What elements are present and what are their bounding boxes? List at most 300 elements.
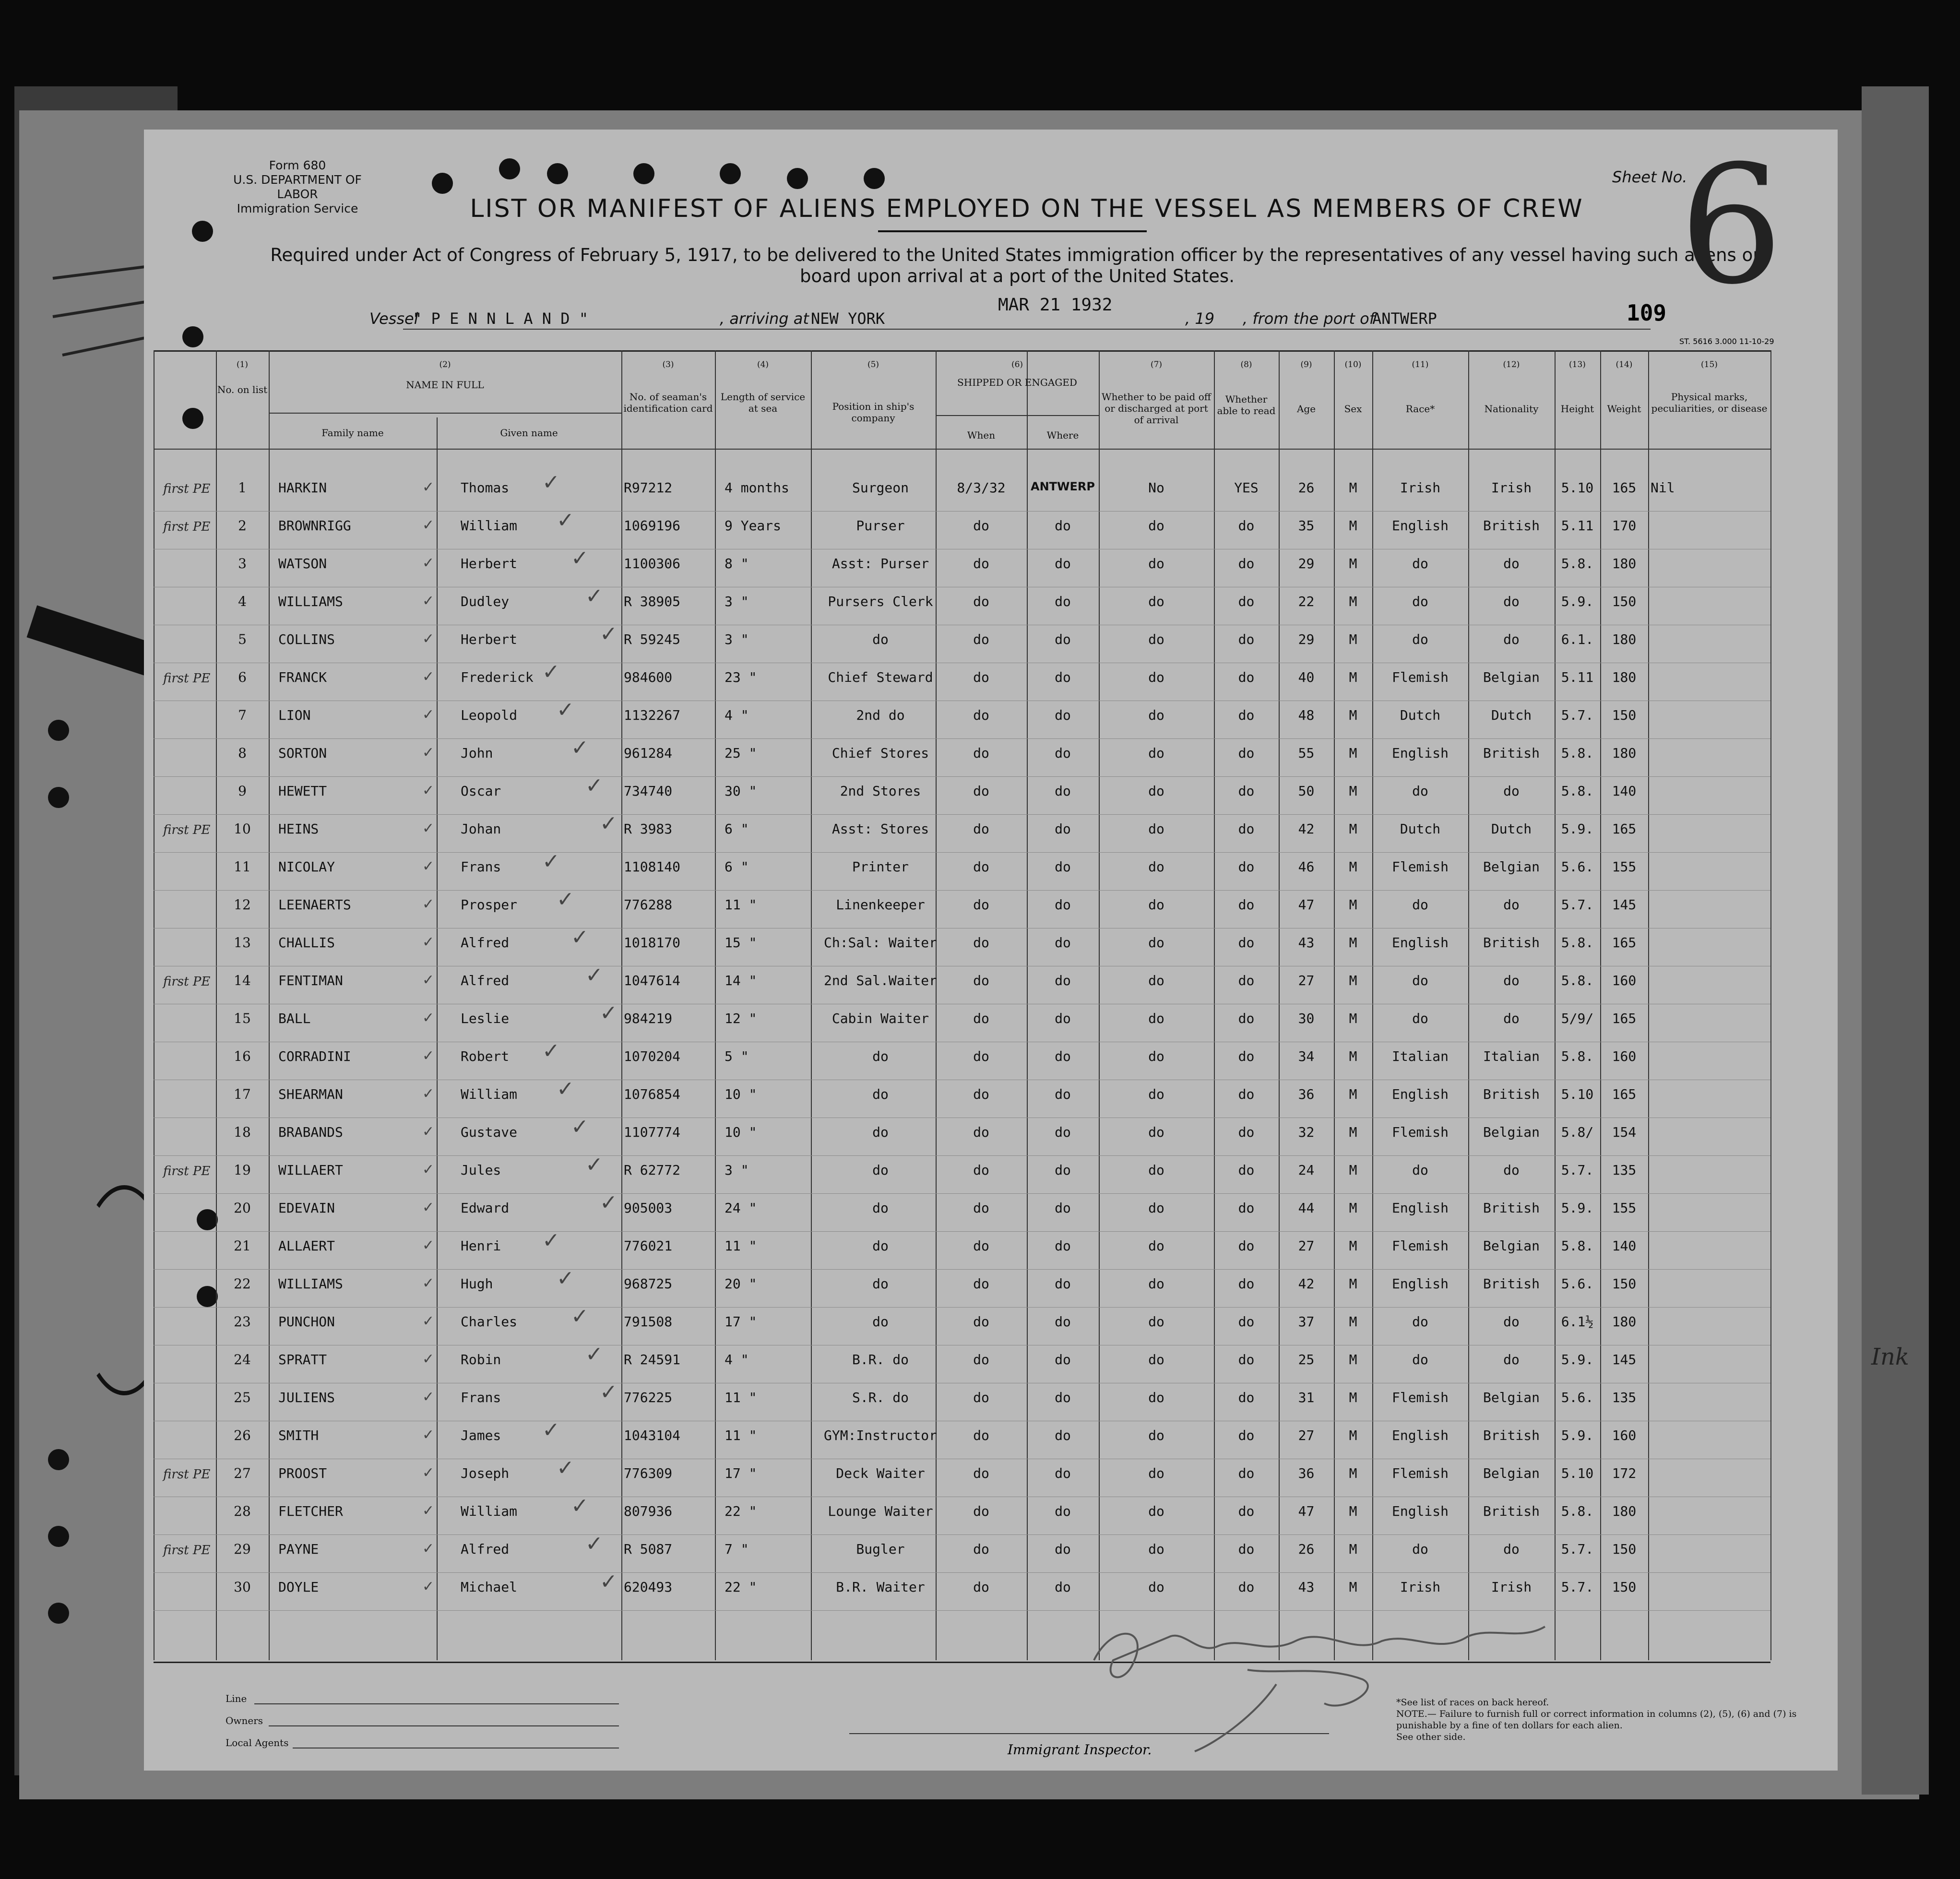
cell-no: 30 xyxy=(234,1579,251,1595)
cell-no: 17 xyxy=(234,1086,251,1102)
column-header-age: Age xyxy=(1296,403,1316,415)
cell-height: 5.7. xyxy=(1561,1162,1594,1178)
cell-nat: Irish xyxy=(1491,1579,1532,1595)
checkmark-icon: ✓ xyxy=(422,1427,435,1443)
cell-race: Flemish xyxy=(1391,669,1449,685)
cell-family: SMITH xyxy=(278,1427,319,1443)
cell-card: R97212 xyxy=(624,480,673,496)
cell-age: 37 xyxy=(1298,1314,1315,1330)
cell-age: 36 xyxy=(1298,1465,1315,1481)
cell-where: do xyxy=(1055,1276,1071,1292)
column-header-no-on-list: No. on list xyxy=(217,384,268,395)
cell-nat: British xyxy=(1483,745,1540,761)
cell-sex: M xyxy=(1349,897,1357,913)
cell-where: do xyxy=(1055,1048,1071,1064)
cell-height: 5.6. xyxy=(1561,1390,1594,1405)
cell-read: do xyxy=(1238,1427,1255,1443)
cell-position: 2nd Stores xyxy=(840,783,921,799)
cell-length: 22 " xyxy=(725,1503,757,1519)
cell-race: do xyxy=(1412,1314,1428,1330)
punch-hole xyxy=(864,168,885,189)
cell-position: GYM:Instructor xyxy=(823,1427,937,1443)
cell-position: 2nd Sal.Waiter xyxy=(823,973,937,988)
cell-no: 11 xyxy=(234,859,251,875)
column-header-able-read: Whether able to read xyxy=(1217,393,1276,416)
column-header-height: Height xyxy=(1560,403,1594,415)
column-number: (11) xyxy=(1412,360,1429,369)
cell-when: do xyxy=(973,1086,989,1102)
cell-given: William xyxy=(461,1503,518,1519)
cell-given: Edward xyxy=(461,1200,510,1216)
cell-read: do xyxy=(1238,935,1255,951)
cell-position: 2nd do xyxy=(856,707,905,723)
cell-weight: 135 xyxy=(1612,1390,1637,1405)
cell-family: HEINS xyxy=(278,821,319,837)
cell-length: 23 " xyxy=(725,669,757,685)
checkmark-icon: ✓ xyxy=(422,1085,435,1102)
cell-when: do xyxy=(973,821,989,837)
cell-length: 6 " xyxy=(725,859,749,875)
cell-race: do xyxy=(1412,1352,1428,1368)
cell-nat: do xyxy=(1503,631,1520,647)
cell-race: do xyxy=(1412,1162,1428,1178)
cell-when: do xyxy=(973,631,989,647)
cell-length: 7 " xyxy=(725,1541,749,1557)
checkmark-icon: ✓ xyxy=(422,1464,435,1481)
checkmark-icon: ✓ xyxy=(422,1578,435,1595)
cell-card: 734740 xyxy=(624,783,673,799)
cell-given: Prosper xyxy=(461,897,518,913)
cell-card: 776225 xyxy=(624,1390,673,1405)
cell-where: do xyxy=(1055,1314,1071,1330)
cell-weight: 160 xyxy=(1612,973,1637,988)
cell-race: Dutch xyxy=(1400,707,1441,723)
cell-race: English xyxy=(1391,745,1449,761)
cell-when: do xyxy=(973,1011,989,1026)
cell-length: 3 " xyxy=(725,594,749,609)
cell-family: COLLINS xyxy=(278,631,335,647)
cell-height: 6.1. xyxy=(1561,631,1594,647)
cell-when: do xyxy=(973,1541,989,1557)
line-label: Line xyxy=(226,1693,247,1704)
cell-card: 807936 xyxy=(624,1503,673,1519)
cell-nat: British xyxy=(1483,518,1540,534)
cell-sex: M xyxy=(1349,1200,1357,1216)
owners-rule xyxy=(269,1725,619,1726)
cell-read: do xyxy=(1238,1541,1255,1557)
cell-length: 11 " xyxy=(725,1427,757,1443)
inspector-label: Immigrant Inspector. xyxy=(1008,1742,1152,1758)
cell-position: Asst: Purser xyxy=(832,556,929,571)
cell-age: 26 xyxy=(1298,480,1315,496)
cell-given: Frans xyxy=(461,859,501,875)
cell-no: 14 xyxy=(234,973,251,988)
cell-paid: do xyxy=(1148,1048,1164,1064)
cell-given: Robert xyxy=(461,1048,510,1064)
cell-no: 7 xyxy=(238,707,247,723)
column-number: (9) xyxy=(1300,360,1312,369)
cell-given: William xyxy=(461,518,518,534)
cell-position: do xyxy=(872,631,889,647)
cell-no: 20 xyxy=(234,1200,251,1216)
column-subdivider xyxy=(437,417,438,1660)
cell-no: 23 xyxy=(234,1314,251,1330)
cell-weight: 180 xyxy=(1612,745,1637,761)
cell-position: do xyxy=(872,1162,889,1178)
cell-no: 2 xyxy=(238,518,247,534)
cell-family: FRANCK xyxy=(278,669,327,685)
cell-race: do xyxy=(1412,631,1428,647)
cell-when: do xyxy=(973,1427,989,1443)
cell-weight: 172 xyxy=(1612,1465,1637,1481)
cell-given: Hugh xyxy=(461,1276,493,1292)
cell-height: 5.9. xyxy=(1561,821,1594,837)
cell-when: do xyxy=(973,783,989,799)
column-divider xyxy=(1214,350,1215,1660)
cell-sex: M xyxy=(1349,1579,1357,1595)
cell-no: 12 xyxy=(234,897,251,913)
cell-card: R 59245 xyxy=(624,631,681,647)
cell-position: Pursers Clerk xyxy=(828,594,933,609)
cell-given: Herbert xyxy=(461,556,518,571)
cell-card: R 24591 xyxy=(624,1352,681,1368)
column-header-weight: Weight xyxy=(1607,403,1641,415)
cell-paid: do xyxy=(1148,707,1164,723)
column-divider xyxy=(216,350,217,1660)
cell-nat: British xyxy=(1483,1503,1540,1519)
cell-age: 27 xyxy=(1298,1427,1315,1443)
cell-card: R 3983 xyxy=(624,821,673,837)
cell-when: do xyxy=(973,1579,989,1595)
checkmark-icon: ✓ xyxy=(422,1123,435,1140)
cell-race: English xyxy=(1391,518,1449,534)
cell-card: 1043104 xyxy=(624,1427,681,1443)
cell-card: 1076854 xyxy=(624,1086,681,1102)
column-number: (7) xyxy=(1150,360,1163,369)
cell-age: 47 xyxy=(1298,1503,1315,1519)
column-divider xyxy=(1555,350,1556,1660)
cell-read: do xyxy=(1238,1238,1255,1254)
cell-no: 10 xyxy=(234,821,251,837)
cell-height: 5/9/ xyxy=(1561,1011,1594,1026)
column-divider xyxy=(1770,350,1771,1660)
cell-race: Flemish xyxy=(1391,1465,1449,1481)
cell-length: 25 " xyxy=(725,745,757,761)
cell-age: 43 xyxy=(1298,935,1315,951)
cell-card: 776288 xyxy=(624,897,673,913)
checkmark-icon: ✓ xyxy=(422,1275,435,1292)
cell-where: do xyxy=(1055,745,1071,761)
cell-paid: do xyxy=(1148,859,1164,875)
column-divider xyxy=(1099,350,1100,1660)
sheet-number-label: Sheet No. xyxy=(1612,168,1687,186)
checkmark-icon: ✓ xyxy=(422,858,435,875)
cell-sex: M xyxy=(1349,707,1357,723)
cell-weight: 155 xyxy=(1612,1200,1637,1216)
cell-given: Joseph xyxy=(461,1465,510,1481)
checkmark-icon: ✓ xyxy=(422,555,435,571)
cell-family: SPRATT xyxy=(278,1352,327,1368)
column-number: (14) xyxy=(1616,360,1633,369)
cell-when: do xyxy=(973,518,989,534)
cell-sex: M xyxy=(1349,1314,1357,1330)
cell-height: 5.10 xyxy=(1561,1465,1594,1481)
cell-card: R 38905 xyxy=(624,594,681,609)
cell-given: William xyxy=(461,1086,518,1102)
cell-sex: M xyxy=(1349,745,1357,761)
cell-read: do xyxy=(1238,518,1255,534)
cell-race: do xyxy=(1412,973,1428,988)
cell-where: do xyxy=(1055,783,1071,799)
cell-when: do xyxy=(973,1162,989,1178)
cell-nat: Dutch xyxy=(1491,707,1532,723)
column-divider xyxy=(269,350,270,1660)
cell-length: 9 Years xyxy=(725,518,782,534)
cell-card: 1018170 xyxy=(624,935,681,951)
checkmark-icon: ✓ xyxy=(571,736,589,760)
cell-sex: M xyxy=(1349,1352,1357,1368)
cell-where: do xyxy=(1055,1238,1071,1254)
cell-position: do xyxy=(872,1238,889,1254)
checkmark-icon: ✓ xyxy=(422,668,435,685)
cell-position: do xyxy=(872,1124,889,1140)
cell-position: Lounge Waiter xyxy=(828,1503,933,1519)
cell-height: 5.8. xyxy=(1561,1238,1594,1254)
cell-read: do xyxy=(1238,1314,1255,1330)
cell-paid: do xyxy=(1148,1124,1164,1140)
cell-read: do xyxy=(1238,1162,1255,1178)
cell-race: Flemish xyxy=(1391,1390,1449,1405)
cell-height: 6.1½ xyxy=(1561,1314,1594,1330)
margin-annotation: first PE xyxy=(163,1164,211,1178)
cell-age: 31 xyxy=(1298,1390,1315,1405)
cell-given: John xyxy=(461,745,493,761)
cell-given: James xyxy=(461,1427,501,1443)
cell-when: do xyxy=(973,556,989,571)
cell-race: do xyxy=(1412,897,1428,913)
cell-height: 5.8. xyxy=(1561,935,1594,951)
cell-position: B.R. Waiter xyxy=(836,1579,925,1595)
cell-length: 10 " xyxy=(725,1086,757,1102)
cell-paid: do xyxy=(1148,1011,1164,1026)
cell-age: 24 xyxy=(1298,1162,1315,1178)
cell-family: EDEVAIN xyxy=(278,1200,335,1216)
punch-hole xyxy=(432,173,453,194)
cell-weight: 140 xyxy=(1612,783,1637,799)
cell-given: Dudley xyxy=(461,594,510,609)
cell-given: Jules xyxy=(461,1162,501,1178)
checkmark-icon: ✓ xyxy=(585,584,603,608)
table-row-rule xyxy=(154,814,1770,815)
cell-weight: 180 xyxy=(1612,1503,1637,1519)
cell-race: Flemish xyxy=(1391,859,1449,875)
cell-given: Henri xyxy=(461,1238,501,1254)
cell-where: do xyxy=(1055,821,1071,837)
cell-card: 1107774 xyxy=(624,1124,681,1140)
column-divider xyxy=(1648,350,1649,1660)
cell-length: 12 " xyxy=(725,1011,757,1026)
cell-race: do xyxy=(1412,556,1428,571)
cell-where: do xyxy=(1055,897,1071,913)
column-header-name-in-full: NAME IN FULL xyxy=(406,379,484,391)
cell-where: do xyxy=(1055,1465,1071,1481)
cell-race: English xyxy=(1391,1503,1449,1519)
cell-height: 5.7. xyxy=(1561,1579,1594,1595)
cell-no: 15 xyxy=(234,1011,251,1026)
cell-nat: Italian xyxy=(1483,1048,1540,1064)
checkmark-icon: ✓ xyxy=(422,820,435,837)
print-reference: ST. 5616 3.000 11-10-29 xyxy=(1679,337,1774,346)
cell-nat: do xyxy=(1503,1352,1520,1368)
checkmark-icon: ✓ xyxy=(422,1389,435,1405)
cell-length: 24 " xyxy=(725,1200,757,1216)
checkmark-icon: ✓ xyxy=(585,1342,603,1367)
cell-where: do xyxy=(1055,1390,1071,1405)
cell-family: JULIENS xyxy=(278,1390,335,1405)
cell-weight: 150 xyxy=(1612,594,1637,609)
checkmark-icon: ✓ xyxy=(571,925,589,950)
cell-race: English xyxy=(1391,1276,1449,1292)
cell-given: Alfred xyxy=(461,1541,510,1557)
cell-position: Linenkeeper xyxy=(836,897,925,913)
cell-race: Irish xyxy=(1400,480,1441,496)
cell-weight: 170 xyxy=(1612,518,1637,534)
cell-paid: do xyxy=(1148,1427,1164,1443)
checkmark-icon: ✓ xyxy=(422,896,435,913)
cell-family: LION xyxy=(278,707,311,723)
cell-weight: 160 xyxy=(1612,1048,1637,1064)
column-divider xyxy=(936,350,937,1660)
margin-annotation: first PE xyxy=(163,520,211,534)
service: Immigration Service xyxy=(237,202,358,215)
cell-nat: Belgian xyxy=(1483,1238,1540,1254)
column-header-when: When xyxy=(967,429,996,441)
cell-paid: do xyxy=(1148,973,1164,988)
cell-position: do xyxy=(872,1276,889,1292)
cell-nat: do xyxy=(1503,1314,1520,1330)
cell-age: 36 xyxy=(1298,1086,1315,1102)
table-row-rule xyxy=(154,1193,1770,1194)
cell-where: do xyxy=(1055,1503,1071,1519)
vessel-line-rule xyxy=(403,329,1651,330)
cell-nat: do xyxy=(1503,897,1520,913)
cell-length: 17 " xyxy=(725,1465,757,1481)
title-underline xyxy=(878,230,1147,232)
cell-when: do xyxy=(973,1390,989,1405)
checkmark-icon: ✓ xyxy=(422,1540,435,1557)
cell-position: Bugler xyxy=(856,1541,905,1557)
cell-read: do xyxy=(1238,745,1255,761)
cell-when: do xyxy=(973,707,989,723)
punch-hole xyxy=(547,163,568,184)
fine-note: NOTE.— Failure to furnish full or correct information in columns (2), (5), (6) and (7) is punishable by a fine of ten dollars for each alien. xyxy=(1396,1709,1797,1731)
cell-nat: Belgian xyxy=(1483,1124,1540,1140)
cell-age: 27 xyxy=(1298,973,1315,988)
cell-no: 8 xyxy=(238,745,247,761)
margin-annotation: first PE xyxy=(163,823,211,837)
column-divider xyxy=(811,350,812,1660)
origin-port: ANTWERP xyxy=(1372,309,1437,328)
checkmark-icon: ✓ xyxy=(600,1380,618,1404)
cell-card: 905003 xyxy=(624,1200,673,1216)
cell-read: do xyxy=(1238,1276,1255,1292)
cell-card: R 5087 xyxy=(624,1541,673,1557)
punch-hole xyxy=(720,163,741,184)
cell-age: 50 xyxy=(1298,783,1315,799)
cell-card: 968725 xyxy=(624,1276,673,1292)
cell-race: Flemish xyxy=(1391,1124,1449,1140)
cell-read: do xyxy=(1238,556,1255,571)
cell-no: 22 xyxy=(234,1276,251,1292)
cell-when: do xyxy=(973,935,989,951)
checkmark-icon: ✓ xyxy=(585,1153,603,1177)
cell-position: do xyxy=(872,1048,889,1064)
cell-family: PAYNE xyxy=(278,1541,319,1557)
cell-card: 776309 xyxy=(624,1465,673,1481)
column-number: (10) xyxy=(1344,360,1362,369)
cell-no: 4 xyxy=(238,594,247,609)
cell-where: do xyxy=(1055,1200,1071,1216)
cell-age: 27 xyxy=(1298,1238,1315,1254)
checkmark-icon: ✓ xyxy=(600,1001,618,1025)
cell-when: do xyxy=(973,594,989,609)
cell-where: do xyxy=(1055,707,1071,723)
page-title: LIST OR MANIFEST OF ALIENS EMPLOYED ON THE VESSEL AS MEMBERS OF CREW xyxy=(470,194,1584,223)
cell-read: do xyxy=(1238,783,1255,799)
cell-no: 16 xyxy=(234,1048,251,1064)
cell-sex: M xyxy=(1349,1427,1357,1443)
cell-no: 1 xyxy=(238,480,247,496)
cell-height: 5.10 xyxy=(1561,1086,1594,1102)
cell-height: 5.9. xyxy=(1561,1200,1594,1216)
binder-hole xyxy=(48,787,69,808)
checkmark-icon: ✓ xyxy=(542,1228,560,1253)
cell-where: do xyxy=(1055,1124,1071,1140)
cell-read: do xyxy=(1238,669,1255,685)
cell-length: 17 " xyxy=(725,1314,757,1330)
cell-sex: M xyxy=(1349,1086,1357,1102)
column-number: (1) xyxy=(236,360,249,369)
table-row-rule xyxy=(154,1155,1770,1156)
cell-height: 5.7. xyxy=(1561,897,1594,913)
checkmark-icon: ✓ xyxy=(422,1502,435,1519)
cell-sex: M xyxy=(1349,556,1357,571)
cell-height: 5.8. xyxy=(1561,1503,1594,1519)
checkmark-icon: ✓ xyxy=(571,1115,589,1139)
cell-when: do xyxy=(973,1048,989,1064)
cell-paid: do xyxy=(1148,631,1164,647)
checkmark-icon: ✓ xyxy=(422,630,435,647)
cell-age: 34 xyxy=(1298,1048,1315,1064)
header-group-rule xyxy=(936,415,1099,416)
cell-no: 28 xyxy=(234,1503,251,1519)
cell-given: Michael xyxy=(461,1579,518,1595)
cell-card: R 62772 xyxy=(624,1162,681,1178)
cell-read: do xyxy=(1238,707,1255,723)
checkmark-icon: ✓ xyxy=(585,1532,603,1556)
cell-read: do xyxy=(1238,1503,1255,1519)
cell-race: Italian xyxy=(1391,1048,1449,1064)
cell-nat: Irish xyxy=(1491,480,1532,496)
cell-where: do xyxy=(1055,631,1071,647)
margin-annotation: first PE xyxy=(163,1543,211,1558)
cell-no: 18 xyxy=(234,1124,251,1140)
cell-card: 1070204 xyxy=(624,1048,681,1064)
cell-sex: M xyxy=(1349,669,1357,685)
checkmark-icon: ✓ xyxy=(557,508,574,533)
cell-weight: 145 xyxy=(1612,1352,1637,1368)
cell-read: do xyxy=(1238,821,1255,837)
